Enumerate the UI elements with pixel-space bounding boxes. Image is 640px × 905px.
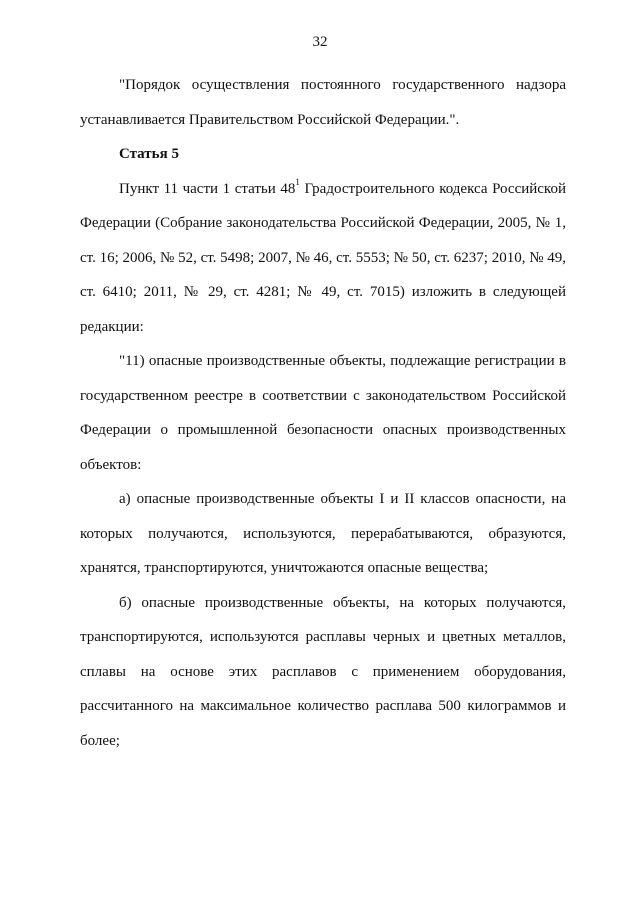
paragraph-order-of-supervision: "Порядок осуществления постоянного государственного надзора устанавливается Правительством Российской Федерации.". (80, 77, 566, 128)
amendment-intro-text: Пункт 11 части 1 статьи 48 (119, 180, 296, 197)
article-heading: Статья 5 (119, 146, 179, 162)
paragraph-subitem-a: а) опасные производственные объекты I и II классов опасности, на которых получаются, используются, перерабатываются, образуются, хранятся, транспортируются, уничтожаются опасные вещества; (80, 491, 566, 576)
document-body (80, 68, 566, 758)
page-number: 32 (312, 34, 328, 50)
paragraph-amendment-intro (80, 172, 566, 345)
paragraph-item-11: "11) опасные производственные объекты, подлежащие регистрации в государственном реестре в соответствии с законодательством Российской Федерации о промышленной безопасности опасных производственных объектов: (80, 353, 566, 473)
paragraph-subitem-b: б) опасные производственные объекты, на которых получаются, транспортируются, используются расплавы черных и цветных металлов, сплавы на основе этих расплавов с применением оборудования, рассчитанного на максимальное количество расплава 500 килограммов и более; (80, 594, 566, 749)
amendment-intro-continuation: Градостроительного кодекса Российской Федерации (Собрание законодательства Российской Федерации, 2005, № 1, ст. 16; 2006, № 52, ст. 5498; 2007, № 46, ст. 5553; № 50, ст. 6237; 2010, № 49, ст. 6410; 2011, № 29, ст. 4281; № 49, ст. 7015) изложить в следующей редакции: (80, 180, 567, 335)
article-superscript: 1 (295, 176, 300, 187)
